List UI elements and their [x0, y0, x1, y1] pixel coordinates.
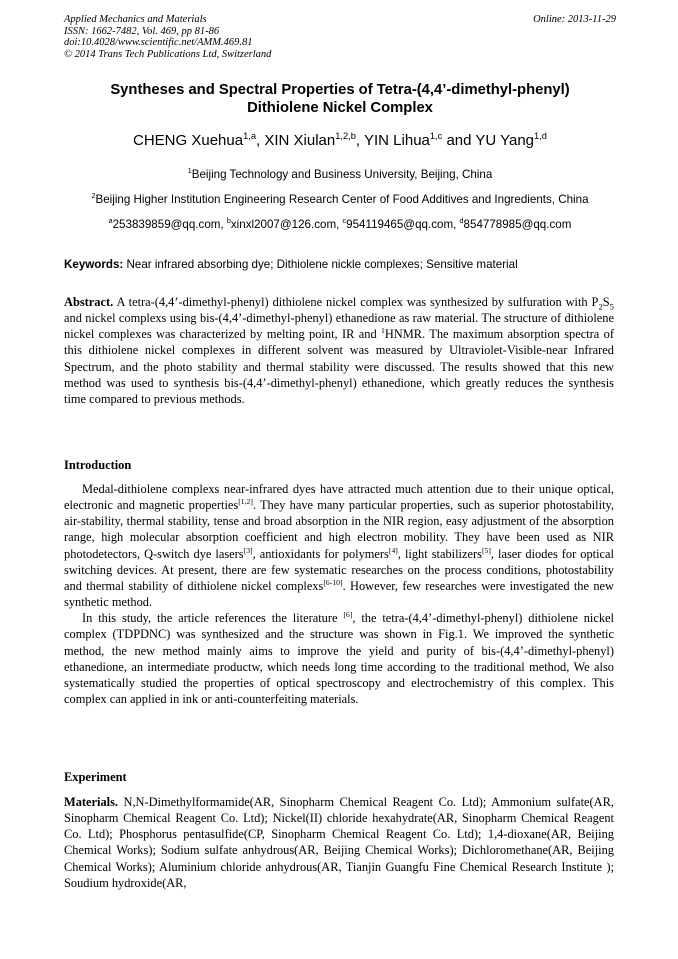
abstract-text: HNMR. The maximum absorption spectra of this dithiolene nickel complexes in different solvent was measured by Ultraviolet-Visible-near Infrared Spectrum, and the photo stability and thermal stability were discussed. The results showed that this new method was used to synthesis bis-(4,4’-dimethyl-phenyl) ethanedione, which greatly reduces the synthesis time compared to previous methods.: [64, 327, 615, 406]
subscript: 2: [598, 301, 603, 312]
author-separator: ,: [355, 132, 364, 149]
affiliation-text: Beijing Higher Institution Engineering Research Center of Food Additives and Ingredients, China: [95, 193, 589, 206]
citation-ref: [5]: [481, 545, 491, 555]
citation-ref: [6]: [343, 610, 353, 620]
introduction-heading: Introduction: [64, 458, 132, 472]
journal-name: Applied Mechanics and Materials: [64, 14, 207, 25]
keywords-label: Keywords:: [64, 258, 124, 271]
email-sup: d: [459, 216, 464, 226]
email-list: [64, 217, 616, 232]
author-affil-sup: 1,a: [243, 131, 257, 141]
email-address[interactable]: xinxl2007@126.com,: [230, 218, 343, 231]
email-sup: a: [108, 216, 113, 226]
affiliation-text: Beijing Technology and Business University, Beijing, China: [191, 168, 493, 181]
title-line-2: Dithiolene Nickel Complex: [247, 100, 433, 116]
paragraph-text: , laser diodes for optical switching devices. At present, there are few systematic researches on the process conditions, photostability and thermal stability of dithiolene nickel complexs: [64, 546, 614, 593]
author-separator: and: [442, 132, 476, 149]
superscript: 1: [381, 326, 385, 336]
citation-ref: [1,2]: [238, 497, 253, 507]
paragraph-text: , the tetra-(4,4’-dimethyl-phenyl) dithiolene nickel complex (TDPDNC) was synthesized and the structure was shown in Fig.1. We improved the synthetic method, the new method mainly aims to improve the yield and purity of bis-(4,4’-dimethyl-phenyl) ethanedione, an intermediate productw, which needs long time according to the traditional method, We also systematically studied the properties of optical spectroscopy and electrochemistry of this complex. This complex can applied in ink or anti-counterfeiting materials.: [64, 611, 614, 707]
email-address[interactable]: 954119465@qq.com,: [346, 218, 460, 231]
affiliation-sup: 1: [187, 166, 192, 176]
author-list: [64, 131, 616, 151]
experiment-heading: Experiment: [64, 770, 127, 784]
paragraph-text: Medal-dithiolene complexs near-infrared dyes have attracted much attention due to their unique optical, electronic and magnetic properties: [64, 482, 614, 513]
paragraph-text: , light stabilizers: [397, 546, 482, 561]
paragraph-text: . They have many particular properties, such as superior photostability, air-stability, thermal stability, tense and broad absorption in the NIR region, easy adjustment of the absorption range, high molecular absorption coefficient and high electron mobility. They have been used as NIR photodetectors, Q-switch dye lasers: [64, 498, 614, 561]
author-name: YU Yang: [475, 132, 535, 149]
introduction-body: [64, 481, 614, 707]
affiliation-1: [64, 167, 616, 182]
copyright-line: © 2014 Trans Tech Publications Ltd, Switzerland: [64, 48, 272, 60]
abstract-label: Abstract.: [64, 295, 114, 309]
email-sup: c: [342, 216, 347, 226]
introduction-paragraph-2: [64, 610, 614, 707]
author-name: CHENG Xuehua: [133, 132, 244, 149]
citation-ref: [6-10]: [323, 577, 343, 587]
title-line-1: Syntheses and Spectral Properties of Tetra-(4,4’-dimethyl-phenyl): [110, 82, 570, 98]
keywords: [64, 257, 616, 272]
abstract-text: S: [602, 295, 610, 309]
author-separator: ,: [256, 132, 265, 149]
abstract-text: A tetra-(4,4’-dimethyl-phenyl) dithiolene nickel complex was synthesized by sulfuration with P: [113, 295, 599, 309]
issn-line: ISSN: 1662-7482, Vol. 469, pp 81-86: [64, 25, 220, 37]
email-sup: b: [226, 216, 231, 226]
email-address[interactable]: 854778985@qq.com: [463, 218, 572, 231]
abstract: [64, 294, 614, 407]
abstract-paragraph: [64, 294, 614, 407]
materials-text: N,N-Dimethylformamide(AR, Sinopharm Chemical Reagent Co. Ltd); Ammonium sulfate(AR, Sinopharm Chemical Reagent Co. Ltd); Nickel(II) chloride hexahydrate(AR, Sinopharm Chemical Reagent Co. Ltd); Phosphorus pentasulfide(CP, Sinopharm Chemical Reagent Co. Ltd); 1,4-dioxane(AR, Beijing Chemical Works); Sodium sulfate anhydrous(AR, Beijing Chemical Works); Dichloromethane(AR, Beijing Chemical Works); Aluminium chloride anhydrous(AR, Tianjin Guangfu Fine Chemical Research Institute ); Soudium hydroxide(AR,: [64, 795, 614, 890]
affiliation-2: [64, 192, 616, 207]
author-name: XIN Xiulan: [264, 132, 336, 149]
materials-paragraph: [64, 794, 614, 891]
email-address[interactable]: 253839859@qq.com,: [112, 218, 227, 231]
paragraph-text: In this study, the article references the literature: [82, 611, 344, 626]
subscript: 5: [609, 301, 614, 312]
introduction-paragraph-1: [64, 481, 614, 610]
author-name: YIN Lihua: [364, 132, 430, 149]
author-affil-sup: 1,c: [429, 131, 443, 141]
author-affil-sup: 1,2,b: [335, 131, 356, 141]
doi-line: doi:10.4028/www.scientific.net/AMM.469.81: [64, 37, 253, 49]
affiliation-sup: 2: [91, 191, 96, 201]
materials-label: Materials.: [64, 795, 119, 809]
materials-section: [64, 794, 614, 891]
paragraph-text: , antioxidants for polymers: [252, 546, 389, 561]
paragraph-text: . However, few researches were investigated the new synthetic method.: [64, 578, 614, 610]
citation-ref: [4]: [388, 545, 398, 555]
abstract-text: and nickel complexs using bis-(4,4’-dimethyl-phenyl) ethanedione as raw material. The structure of dithiolene nickel complexes was characterized by melting point, IR and: [64, 311, 614, 342]
keywords-text: Near infrared absorbing dye; Dithiolene nickle complexes; Sensitive material: [123, 258, 518, 271]
author-affil-sup: 1,d: [534, 131, 547, 141]
online-date: Online: 2013-11-29: [533, 14, 616, 25]
journal-header: [64, 14, 616, 60]
citation-ref: [3]: [243, 545, 253, 555]
paper-title: [64, 81, 616, 117]
